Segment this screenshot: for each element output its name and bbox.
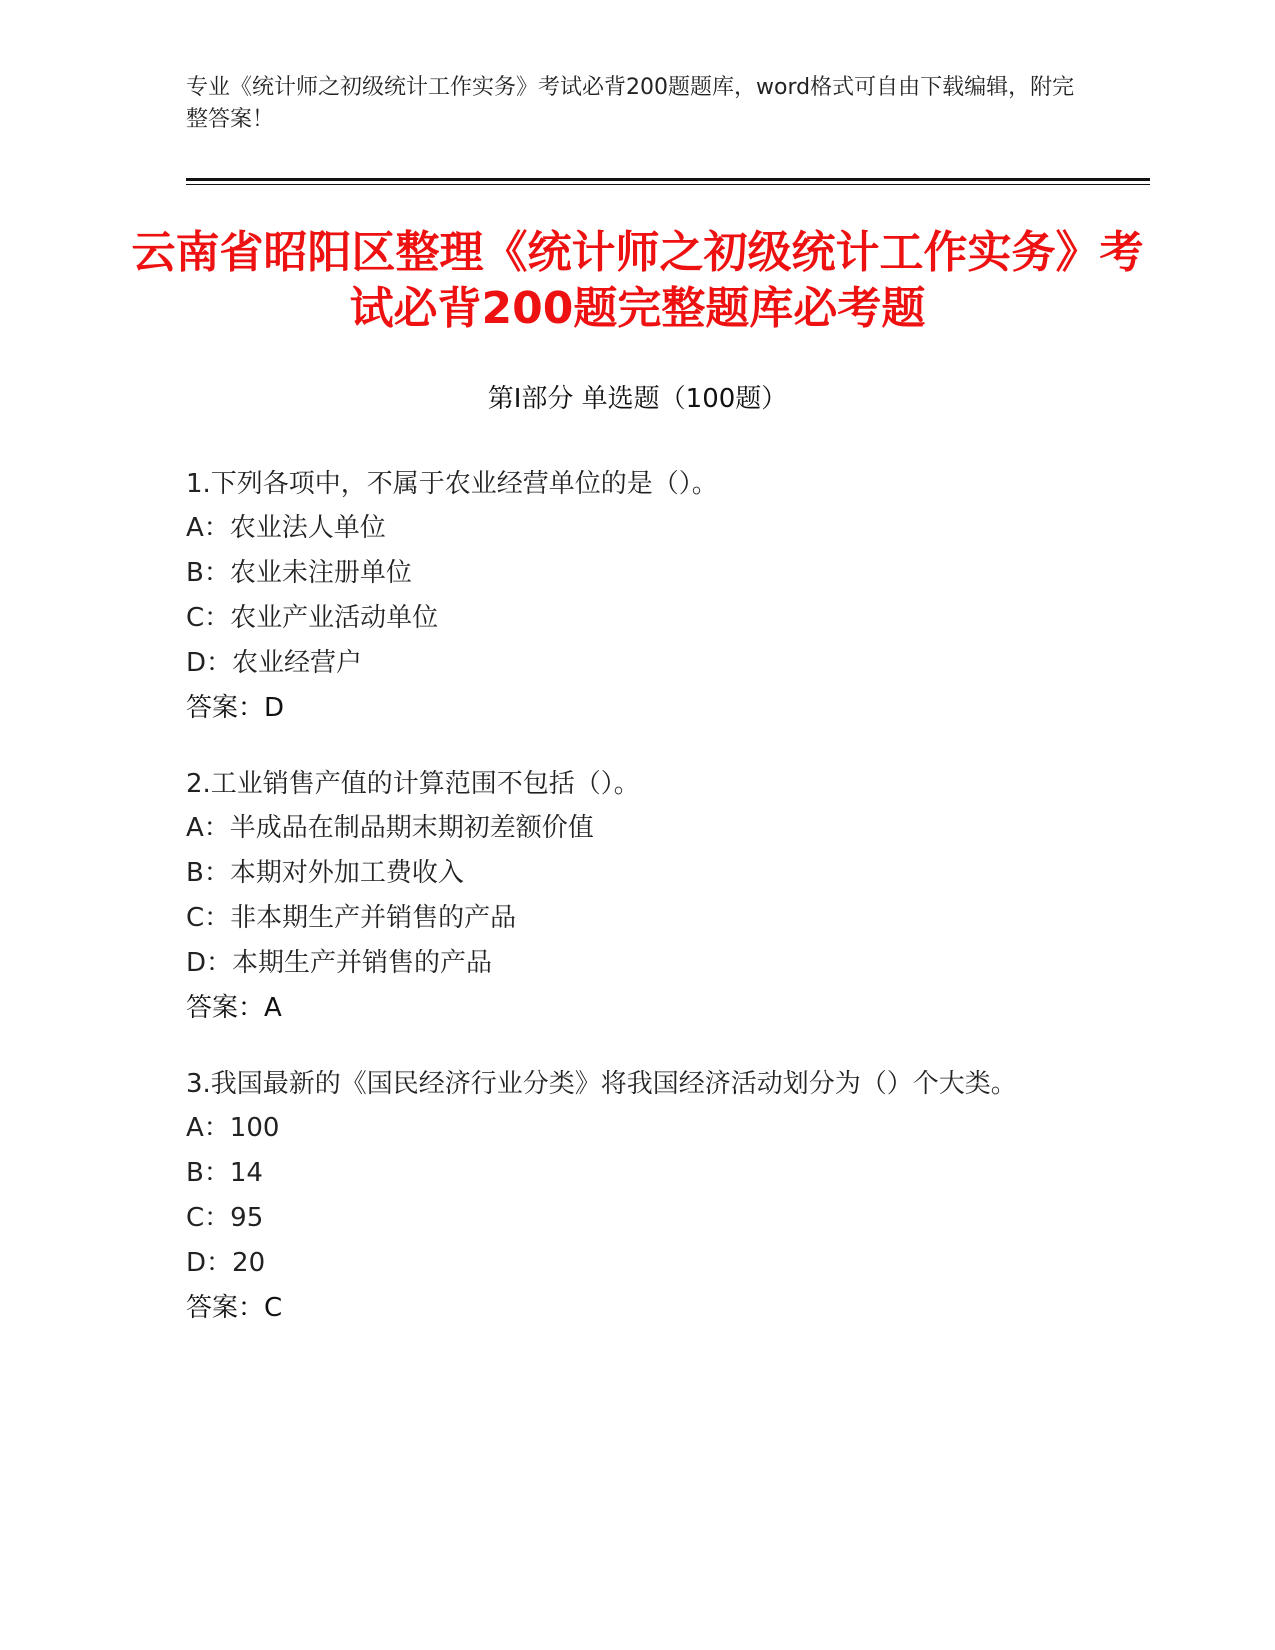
document-title: 云南省昭阳区整理《统计师之初级统计工作实务》考试必背200题完整题库必考题: [131, 227, 1144, 334]
option-b: B：14: [186, 1158, 263, 1188]
section-title: 第Ⅰ部分 单选题（100题）: [487, 384, 788, 414]
question-stem: 1.下列各项中，不属于农业经营单位的是（）。: [186, 469, 718, 499]
question-stem: 2.工业销售产值的计算范围不包括（）。: [186, 769, 640, 799]
answer: 答案：C: [186, 1293, 283, 1323]
option-d: D：20: [186, 1248, 266, 1278]
answer: 答案：D: [186, 693, 285, 723]
question-2: [186, 762, 1086, 1031]
question-list: [186, 462, 1086, 1362]
option-c: C：95: [186, 1203, 264, 1233]
option-c: C：农业产业活动单位: [186, 603, 439, 633]
header-divider-thick: [186, 178, 1150, 181]
header-note: 专业《统计师之初级统计工作实务》考试必背200题题库，word格式可自由下载编辑，附完整答案！: [186, 75, 1075, 132]
answer: 答案：A: [186, 993, 282, 1023]
question-stem: 3.我国最新的《国民经济行业分类》将我国经济活动划分为（）个大类。: [186, 1069, 1017, 1099]
option-b: B：农业未注册单位: [186, 558, 412, 588]
option-a: A：100: [186, 1113, 280, 1143]
question-3: [186, 1062, 1086, 1331]
option-a: A：农业法人单位: [186, 513, 386, 543]
header-divider-thin: [186, 184, 1150, 185]
question-1: [186, 462, 1086, 731]
option-d: D：本期生产并销售的产品: [186, 948, 493, 978]
option-b: B：本期对外加工费收入: [186, 858, 464, 888]
option-a: A：半成品在制品期末期初差额价值: [186, 813, 594, 843]
option-c: C：非本期生产并销售的产品: [186, 903, 517, 933]
option-d: D：农业经营户: [186, 648, 363, 678]
